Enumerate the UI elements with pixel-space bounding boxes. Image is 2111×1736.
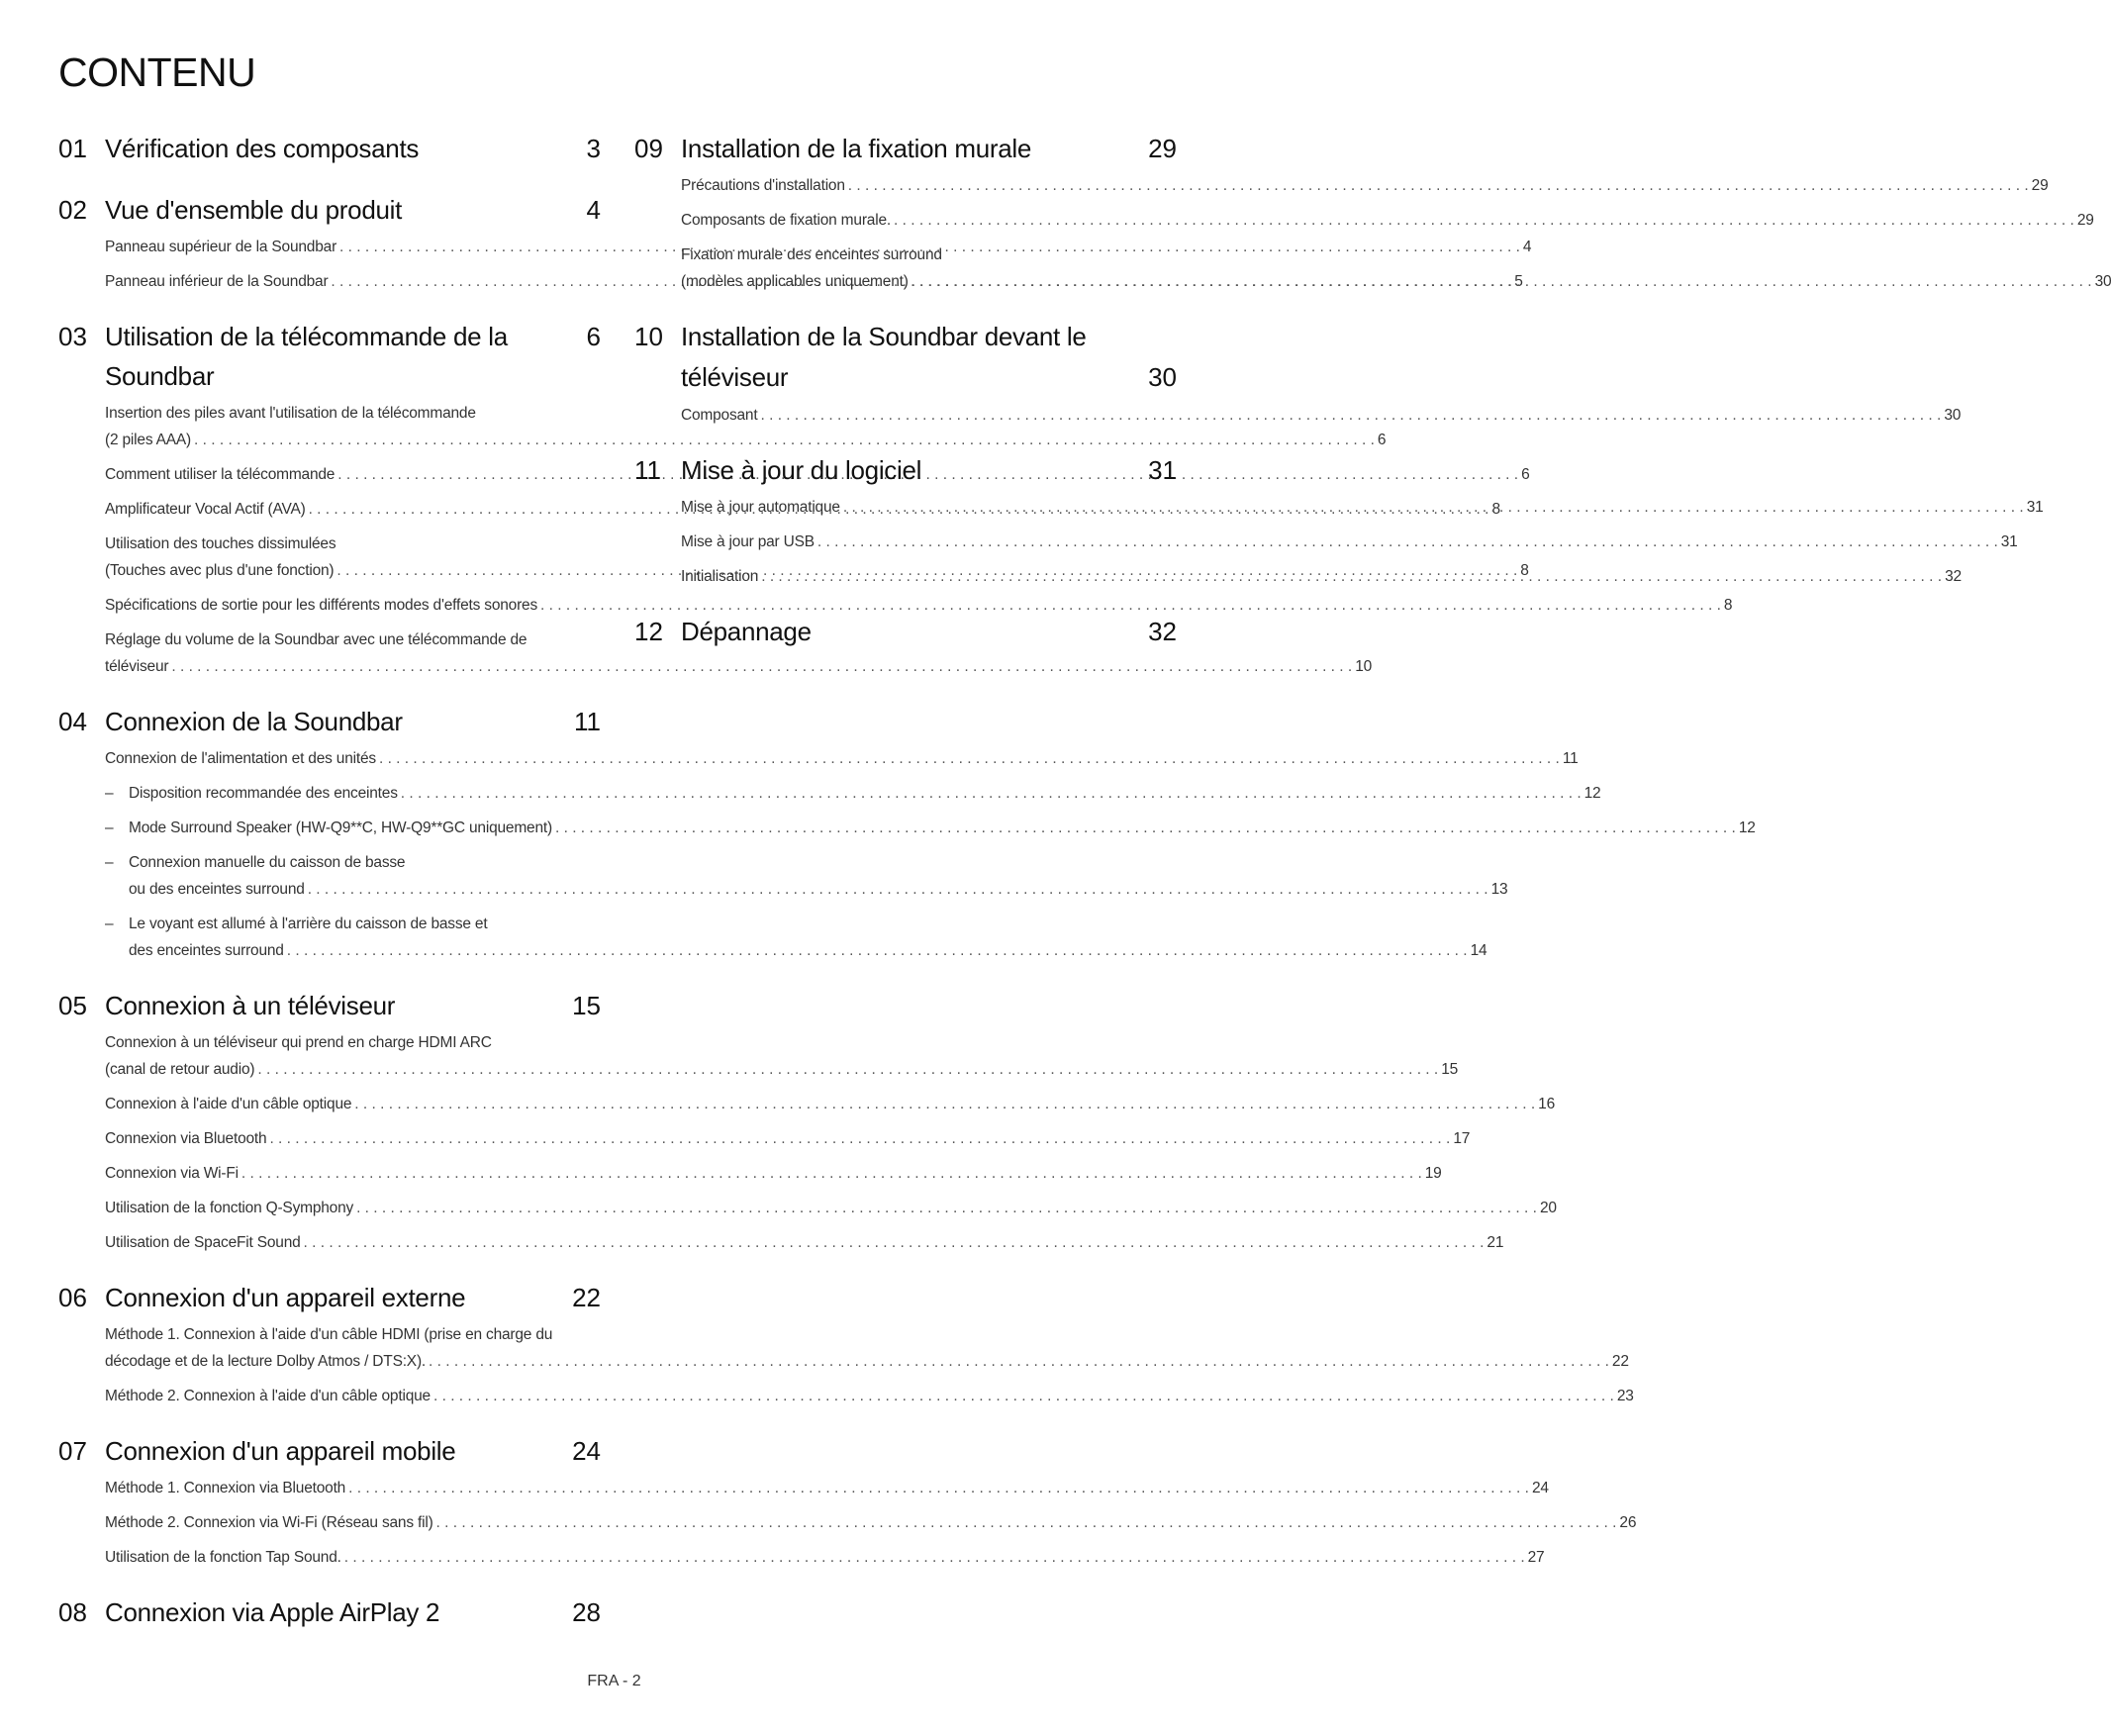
entry-text: (canal de retour audio) [105,1061,255,1078]
entry-page-number: 30 [1944,407,1962,424]
toc-entry[interactable] [105,1160,1442,1187]
entry-page-number: 6 [1521,466,1530,483]
entry-text: Connexion manuelle du caisson de basse [129,854,406,871]
entry-page-number: 24 [1531,1480,1549,1496]
section-title: Vue d'ensemble du produit [105,195,403,225]
section-number: 01 [58,134,87,163]
entry-text: Mode Surround Speaker (HW-Q9**C, HW-Q9**GC uniquement) [129,820,552,836]
dot-leader [555,815,1736,841]
section-title: Vérification des composants [105,134,420,163]
page-title: CONTENU [58,49,256,95]
entry-text: Utilisation de SpaceFit Sound [105,1234,301,1251]
section-number: 10 [634,322,663,351]
entry-text: Initialisation [681,568,759,585]
entry-page-number: 13 [1490,881,1508,898]
toc-entries [681,402,1962,429]
toc-entry[interactable] [105,1383,1634,1409]
section-number: 09 [634,134,663,163]
toc-subentry[interactable] [105,815,1756,841]
dot-leader [401,780,1582,807]
toc-section [634,450,2044,590]
entry-text: Composant [681,407,758,424]
dot-leader [287,937,1468,964]
section-page-number: 6 [586,322,601,351]
entry-text: (modèles applicables uniquement) [681,273,909,290]
entry-text: Panneau supérieur de la Soundbar [105,239,337,255]
entry-text: Connexion à un téléviseur qui prend en charge HDMI ARC [105,1034,492,1051]
section-title: Connexion d'un appareil mobile [105,1436,456,1466]
dash-marker: – [105,854,114,871]
entry-page-number: 17 [1453,1130,1471,1147]
entry-page-number: 27 [1527,1549,1545,1566]
entry-text: Panneau inférieur de la Soundbar [105,273,329,290]
dot-leader [761,563,1942,590]
toc-entry[interactable] [105,745,1579,772]
toc-entries [105,745,1756,964]
section-page-number: 3 [586,134,601,163]
entry-page-number: 14 [1470,942,1487,959]
toc-section [58,129,601,168]
entry-text: décodage et de la lecture Dolby Atmos / DTS:X). [105,1353,427,1370]
entry-text: Disposition recommandée des enceintes [129,785,398,802]
section-heading[interactable] [634,317,1177,398]
section-heading[interactable] [58,702,601,741]
entry-text: des enceintes surround [129,942,284,959]
section-heading[interactable] [634,129,1177,168]
entry-text: Insertion des piles avant l'utilisation de la télécommande [105,405,476,422]
entry-text: Précautions d'installation [681,177,845,194]
dot-leader [344,1544,1525,1571]
entry-text: Mise à jour automatique [681,499,840,516]
dot-leader [257,1056,1438,1083]
toc-section [58,702,1756,964]
entry-page-number: 26 [1619,1514,1637,1531]
entry-page-number: 31 [2026,499,2044,516]
section-title: Utilisation de la télécommande de la Soundbar [105,322,508,391]
section-page-number: 22 [572,1283,601,1312]
section-heading[interactable] [58,1431,601,1471]
toc-entry[interactable] [105,1229,1504,1256]
entry-text: Méthode 1. Connexion via Bluetooth [105,1480,346,1496]
entry-text: Méthode 2. Connexion via Wi-Fi (Réseau sans fil) [105,1514,433,1531]
entry-text: Connexion de l'alimentation et des unités [105,750,376,767]
entry-text: Utilisation des touches dissimulées [105,535,336,552]
toc-entry[interactable] [681,563,1962,590]
dash-marker: – [105,916,114,932]
toc-entries [681,172,2111,295]
section-title: Connexion de la Soundbar [105,707,403,736]
dot-leader [429,1348,1609,1375]
entry-text: Connexion à l'aide d'un câble optique [105,1096,352,1112]
section-title: Dépannage [681,617,812,646]
section-title: Mise à jour du logiciel [681,455,922,485]
section-number: 06 [58,1283,87,1312]
section-number: 08 [58,1597,87,1627]
section-title-line: téléviseur [681,362,789,392]
dot-leader [269,1125,1450,1152]
toc-subentry[interactable] [105,911,1487,964]
entry-page-number: 10 [1355,658,1373,675]
toc-entry[interactable] [681,494,2044,521]
section-heading[interactable] [58,1592,601,1632]
toc-section [58,986,1557,1256]
toc-entry[interactable] [681,402,1962,429]
toc-entry[interactable] [681,207,2094,234]
toc-section [58,1278,1634,1409]
section-page-number: 4 [586,195,601,225]
entry-text: Connexion via Bluetooth [105,1130,267,1147]
entry-text: Réglage du volume de la Soundbar avec une télécommande de [105,631,528,648]
section-number: 02 [58,195,87,225]
section-page-number: 24 [572,1436,601,1466]
dot-leader [848,172,2029,199]
section-heading[interactable] [634,450,1177,490]
toc-section [58,1431,1637,1571]
entry-text: Spécifications de sortie pour les différents modes d'effets sonores [105,597,538,614]
toc-entries [105,1321,1634,1409]
dot-leader [817,529,1998,555]
toc-entry[interactable] [105,1029,1459,1083]
dot-leader [348,1475,1529,1501]
section-page-number: 31 [1148,455,1177,485]
section-title: Connexion d'un appareil externe [105,1283,466,1312]
toc-entry[interactable] [681,241,2111,295]
toc-entry[interactable] [105,1091,1556,1117]
page-footer: FRA - 2 [587,1673,641,1689]
section-title: Installation de la fixation murale [681,134,1032,163]
entry-text: Méthode 1. Connexion à l'aide d'un câble HDMI (prise en charge du [105,1326,553,1343]
entry-page-number: 12 [1583,785,1601,802]
toc-entry[interactable] [105,1509,1637,1536]
entry-page-number: 20 [1539,1200,1557,1216]
toc-entries [681,494,2044,590]
dash-marker: – [105,820,114,836]
entry-page-number: 16 [1538,1096,1556,1112]
toc-entry[interactable] [681,172,2049,199]
entry-page-number: 8 [1520,562,1529,579]
dot-leader [241,1160,1422,1187]
section-title: Connexion via Apple AirPlay 2 [105,1597,440,1627]
toc-entries [105,1029,1557,1256]
section-page-number: 11 [574,707,601,736]
toc-entry[interactable] [105,1195,1557,1221]
entry-page-number: 23 [1616,1388,1634,1404]
toc-right-column [634,129,2111,673]
entry-text: Méthode 2. Connexion à l'aide d'un câble optique [105,1388,431,1404]
entry-text: Connexion via Wi-Fi [105,1165,239,1182]
section-number: 03 [58,322,87,351]
section-page-number: 29 [1148,134,1177,163]
entry-page-number: 30 [2094,273,2111,290]
dot-leader [308,876,1488,903]
toc-subentry[interactable] [105,849,1508,903]
section-number: 07 [58,1436,87,1466]
toc-entry[interactable] [105,1321,1629,1375]
entry-text: Amplificateur Vocal Actif (AVA) [105,501,306,518]
section-number: 04 [58,707,87,736]
entry-page-number: 21 [1487,1234,1504,1251]
dash-marker: – [105,785,114,802]
entry-text: Mise à jour par USB [681,533,815,550]
entry-text: (Touches avec plus d'une fonction) [105,562,335,579]
section-page-number: 30 [1148,362,1177,392]
toc-entry[interactable] [105,1475,1549,1501]
section-page-number: 28 [572,1597,601,1627]
section-title: Connexion à un téléviseur [105,991,396,1020]
dot-leader [379,745,1560,772]
toc-entries [105,1475,1637,1571]
dot-leader [436,1509,1617,1536]
section-title [681,317,1136,398]
section-heading[interactable] [58,129,601,168]
entry-text: Comment utiliser la télécommande [105,466,336,483]
toc-section [634,129,2111,295]
entry-page-number: 8 [1491,501,1500,518]
entry-page-number: 12 [1738,820,1756,836]
dot-leader [912,268,2092,295]
toc-section [634,317,1962,429]
entry-page-number: 4 [1522,239,1532,255]
entry-text: Utilisation de la fonction Tap Sound. [105,1549,341,1566]
section-number: 12 [634,617,663,646]
dot-leader [760,402,1941,429]
dot-leader [354,1091,1535,1117]
toc-subentry[interactable] [105,780,1601,807]
section-title-line: Installation de la Soundbar devant le [681,322,1087,351]
dot-leader [304,1229,1485,1256]
entry-page-number: 15 [1441,1061,1459,1078]
section-heading[interactable] [58,190,601,230]
entry-text: Composants de fixation murale. [681,212,891,229]
entry-page-number: 29 [2031,177,2049,194]
entry-text: ou des enceintes surround [129,881,305,898]
entry-page-number: 5 [1514,273,1523,290]
entry-text: Utilisation de la fonction Q-Symphony [105,1200,354,1216]
toc-section [634,612,1177,651]
entry-text: Fixation murale des enceintes surround [681,246,942,263]
entry-page-number: 8 [1723,597,1733,614]
toc-section [58,1592,601,1632]
entry-text: téléviseur [105,658,169,675]
entry-page-number: 19 [1424,1165,1442,1182]
section-heading[interactable] [58,317,601,396]
dot-leader [894,207,2074,234]
dot-leader [433,1383,1614,1409]
dot-leader [356,1195,1537,1221]
toc-entry[interactable] [105,1544,1545,1571]
entry-page-number: 22 [1611,1353,1629,1370]
toc-entry[interactable] [105,592,1733,619]
toc-entry[interactable] [681,529,2018,555]
section-number: 05 [58,991,87,1020]
section-number: 11 [634,455,661,485]
entry-text: (2 piles AAA) [105,432,191,448]
entry-page-number: 29 [2076,212,2094,229]
section-heading[interactable] [634,612,1177,651]
entry-page-number: 6 [1377,432,1387,448]
entry-page-number: 32 [1945,568,1962,585]
section-heading[interactable] [58,1278,601,1317]
toc-entry[interactable] [105,1125,1471,1152]
section-page-number: 15 [572,991,601,1020]
entry-text: Le voyant est allumé à l'arrière du caisson de basse et [129,916,488,932]
entry-page-number: 11 [1562,750,1579,767]
dot-leader [843,494,2024,521]
entry-page-number: 31 [2000,533,2018,550]
section-page-number: 32 [1148,617,1177,646]
section-heading[interactable] [58,986,601,1025]
